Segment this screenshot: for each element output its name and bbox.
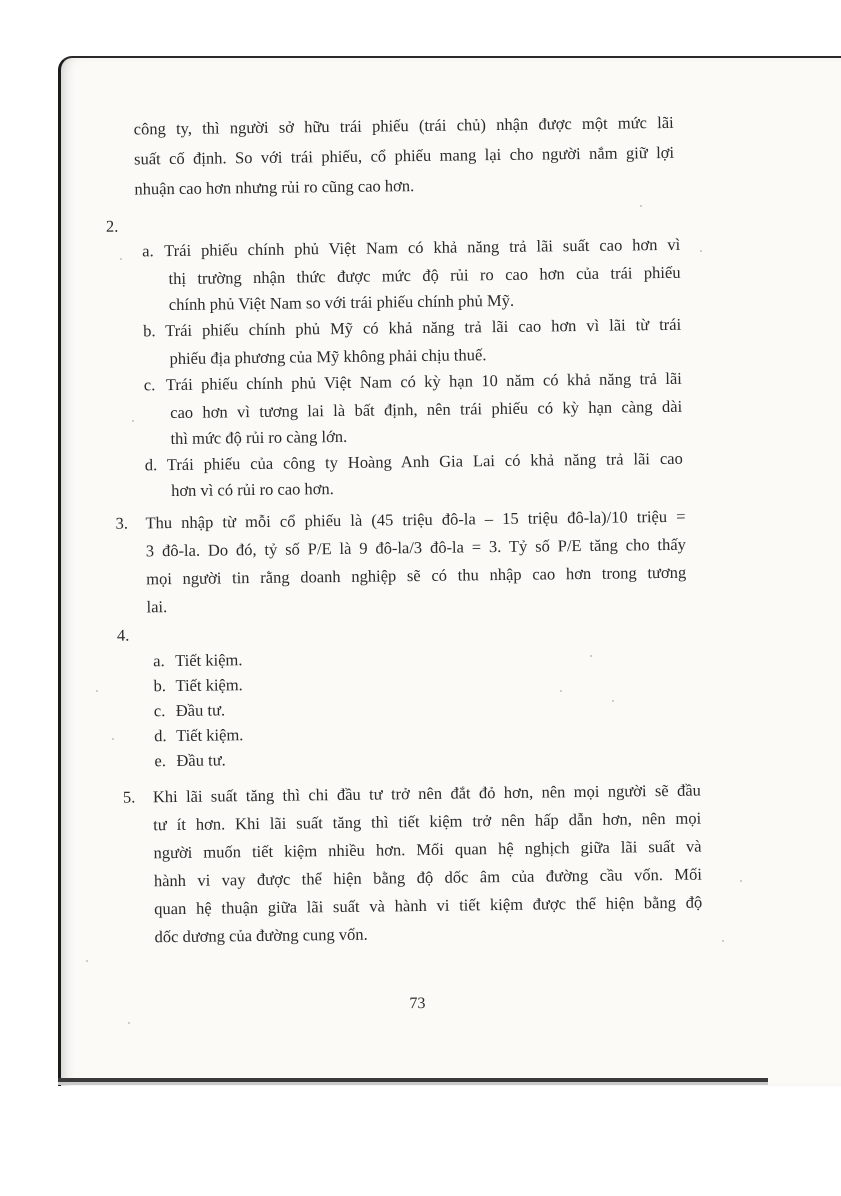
- question-number: 5.: [122, 787, 136, 807]
- intro-line: suất cố định. So với trái phiếu, cổ phiếu mang lại cho người nắm giữ lợi: [133, 142, 675, 169]
- item-text: Tiết kiệm.: [175, 650, 243, 670]
- answer-line: mọi người tin rằng doanh nghiệp sẽ có thu nhập cao hơn trong tương: [146, 562, 687, 589]
- answer-line: người muốn tiết kiệm nhiều hơn. Mối quan hệ nghịch giữa lãi suất và: [153, 836, 702, 863]
- answer-line: dốc dương của đường cung vốn.: [154, 924, 368, 947]
- item-line: hơn vì có rủi ro cao hơn.: [171, 479, 334, 501]
- intro-paragraph: [0, 0, 834, 199]
- item-line: Trái phiếu của công ty Hoàng Anh Gia Lai có khả năng trả lãi cao: [166, 448, 683, 475]
- answer-line: Khi lãi suất tăng thì chi đầu tư trở nên đắt đỏ hơn, nên mọi người sẽ đầu: [152, 780, 701, 807]
- item-line: chính phủ Việt Nam so với trái phiếu chính phủ Mỹ.: [168, 290, 515, 315]
- item-line: thị trường nhận thức được mức độ rủi ro cao hơn của trái phiếu: [168, 262, 681, 289]
- item-text: Đầu tư.: [176, 750, 226, 770]
- item-line: Trái phiếu chính phủ Việt Nam có kỳ hạn 10 năm có khả năng trả lãi: [165, 368, 682, 395]
- question-number: 3.: [115, 513, 129, 533]
- item-text: Đầu tư.: [175, 700, 226, 720]
- item-line: thì mức độ rủi ro càng lớn.: [170, 426, 348, 449]
- answer-line: tư ít hơn. Khi lãi suất tăng thì tiết kiệm trở nên hấp dẫn hơn, nên mọi: [153, 808, 702, 835]
- item-line: phiếu địa phương của Mỹ không phải chịu thuế.: [169, 345, 487, 369]
- intro-line: công ty, thì người sở hữu trái phiếu (trái chủ) nhận được một mức lãi: [133, 112, 674, 139]
- question-number: 4.: [116, 625, 130, 645]
- answer-line: hành vi vay được thể hiện bằng độ dốc âm của đường cầu vốn. Mối: [153, 864, 702, 891]
- item-label: c.: [143, 375, 156, 395]
- item-label: d.: [144, 455, 158, 475]
- page-number: 73: [409, 994, 426, 1013]
- answer-line: quan hệ thuận giữa lãi suất và hành vi tiết kiệm được thể hiện bằng độ: [154, 892, 703, 919]
- item-label: b.: [153, 676, 167, 696]
- item-text: Tiết kiệm.: [176, 725, 244, 745]
- item-label: d.: [154, 726, 167, 746]
- answer-line: 3 đô-la. Do đó, tỷ số P/E là 9 đô-la/3 đô-la = 3. Tỷ số P/E tăng cho thấy: [145, 534, 686, 561]
- intro-line: nhuận cao hơn nhưng rủi ro cũng cao hơn.: [134, 176, 415, 199]
- item-label: a.: [142, 241, 154, 261]
- item-label: b.: [143, 321, 156, 341]
- item-text: Tiết kiệm.: [175, 675, 243, 695]
- item-label: a.: [153, 651, 165, 671]
- item-line: Trái phiếu chính phủ Việt Nam có khả năng trả lãi suất cao hơn vì: [164, 234, 681, 261]
- item-label: e.: [154, 751, 167, 771]
- item-line: Trái phiếu chính phủ Mỹ có khả năng trả lãi cao hơn vì lãi từ trái: [165, 314, 682, 341]
- item-label: c.: [153, 701, 166, 721]
- answer-line: Thu nhập từ mỗi cổ phiếu là (45 triệu đô-la – 15 triệu đô-la)/10 triệu =: [145, 506, 686, 533]
- question-number: 2.: [105, 216, 119, 236]
- item-line: cao hơn vì tương lai là bất định, nên trái phiếu có kỳ hạn càng dài: [170, 396, 683, 423]
- answer-line: lai.: [146, 597, 168, 617]
